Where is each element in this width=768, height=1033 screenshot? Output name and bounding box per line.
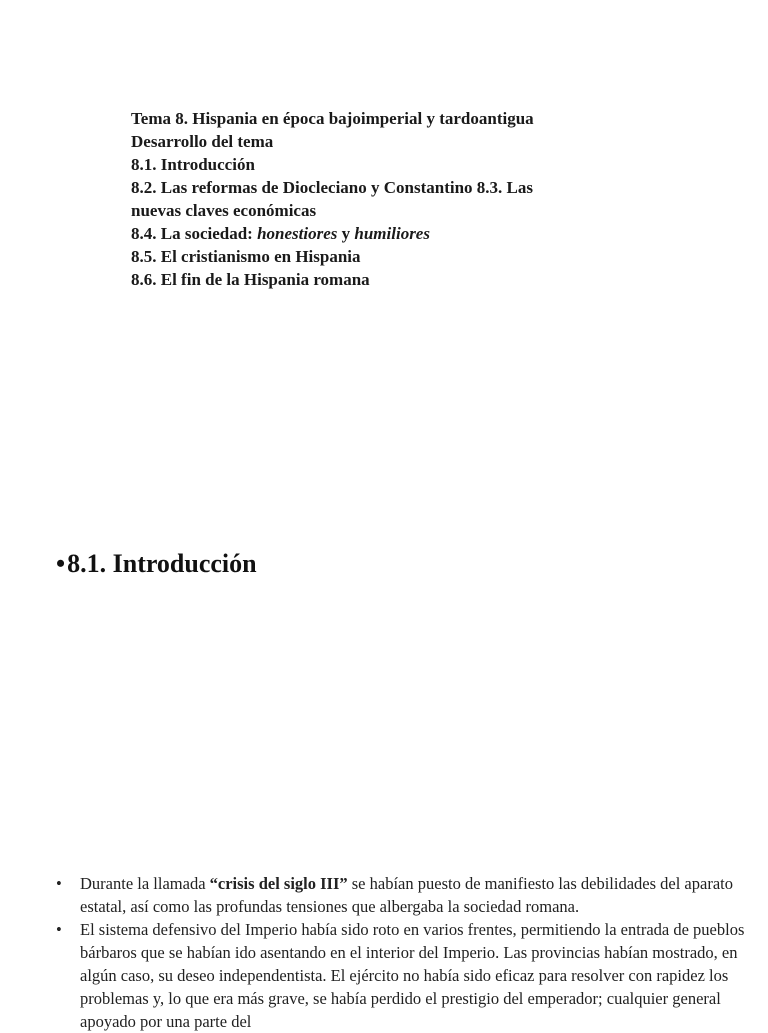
toc-item-reformas: 8.2. Las reformas de Diocleciano y Constantino 8.3. Las <box>131 178 534 197</box>
section-heading-text: 8.1. Introducción <box>67 549 257 578</box>
topic-title: Tema 8. Hispania en época bajoimperial y tardoantigua <box>131 109 534 128</box>
paragraph-2: El sistema defensivo del Imperio había sido roto en varios frentes, permitiendo la entrada de pueblos bárbaros que se habían ido asentando en el interior del Imperio. Las provincias habían mostrado, en algún caso, su deseo independentista. El ejército no había sido eficaz para resolver con rapidez los problemas y, lo que era más grave, se había perdido el prestigio del emperador; cualquier general apoyado por una parte del <box>80 920 745 1031</box>
paragraph-1-emphasis: “crisis del siglo III” <box>209 874 348 893</box>
bullet-icon: • <box>56 874 62 893</box>
toc-item-sociedad-prefix: 8.4. La sociedad: <box>131 224 258 243</box>
paragraph-1-prefix: Durante la llamada <box>80 874 210 893</box>
toc-item-sociedad <box>131 222 601 245</box>
toc-item-fin-hispania: 8.6. El fin de la Hispania romana <box>131 270 370 289</box>
table-of-contents <box>131 107 601 291</box>
toc-item-introduccion: 8.1. Introducción <box>131 155 255 174</box>
list-item <box>56 872 768 918</box>
section-heading <box>56 546 257 582</box>
toc-item-claves-economicas: nuevas claves económicas <box>131 201 317 220</box>
paragraph-1-suffix: se habían puesto de manifiesto las debilidades del aparato estatal, así como las profundas tensiones que albergaba la sociedad romana. <box>80 874 733 916</box>
bullet-icon: • <box>56 549 66 578</box>
body-bullet-list <box>56 872 768 1033</box>
toc-term-honestiores: honestiores <box>257 224 338 243</box>
bullet-icon: • <box>56 920 62 939</box>
toc-item-sociedad-conjunction: y <box>337 224 355 243</box>
toc-term-humiliores: humiliores <box>354 224 430 243</box>
toc-item-cristianismo: 8.5. El cristianismo en Hispania <box>131 247 361 266</box>
list-item <box>56 918 768 1033</box>
topic-subtitle: Desarrollo del tema <box>131 132 274 151</box>
